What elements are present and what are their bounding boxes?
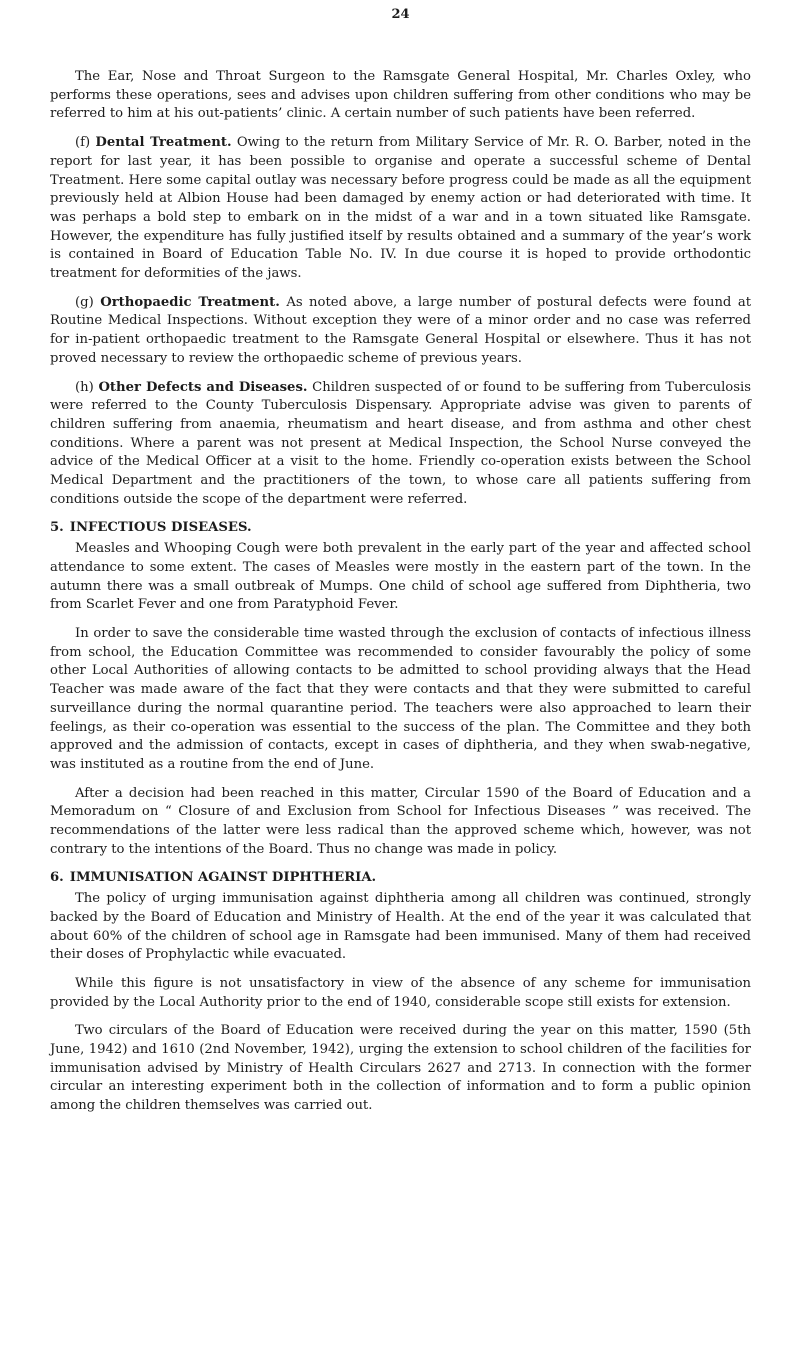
paragraph-immunisation-policy: The policy of urging immunisation against diphtheria among all children was continued, strongly backed by the Board of Education and Ministry of Health. At the end of the year it was calculated that about 60% of the children of school age in Ramsgate had been immunised. Many of them had received their doses of Prophylactic while evacuated.: [50, 891, 751, 963]
paragraph-ent-surgeon: The Ear, Nose and Throat Surgeon to the Ramsgate General Hospital, Mr. Charles Oxley, who performs these operations, sees and advises upon children suffering from other conditions who may be referred to him at his out-patients’ clinic. A certain number of such patients have been referred.: [50, 69, 751, 122]
section-number-6: 6.: [50, 870, 64, 886]
dental-treatment-heading: Dental Treatment.: [95, 135, 232, 151]
orthopaedic-treatment-text: As noted above, a large number of postural defects were found at Routine Medical Inspections. Without exception they were of a minor order and no case was referred for in-patient orthopaedic treatment to the Ramsgate General Hospital or elsewhere. Thus it has not proved necessary to review the orthopaedic scheme of previous years.: [50, 294, 751, 366]
paragraph-contacts-policy: In order to save the considerable time wasted through the exclusion of contacts of infectious illness from school, the Education Committee was recommended to consider favourably the policy of some other Local Authorities of allowing contacts to be admitted to school providing always that the Head Teacher was made aware of the fact that they were contacts and that they were submitted to careful surveillance during the normal quarantine period. The teachers were also approached to learn their feelings, as their co-operation was essential to the success of the plan. The Committee and they both approved and the admission of contacts, except in cases of diphtheria, and they when swab-negative, was instituted as a routine from the end of June.: [50, 625, 751, 772]
section-heading-immunisation: [50, 869, 751, 888]
page-number: 24: [391, 7, 410, 22]
item-label-g: (g): [75, 294, 94, 310]
paragraph-immunisation-figure: While this figure is not unsatisfactory in view of the absence of any scheme for immunisation provided by the Local Authority prior to the end of 1940, considerable scope still exists for extension.: [50, 975, 751, 1010]
paragraph-other-defects: [50, 379, 751, 510]
section-title-5: INFECTIOUS DISEASES.: [69, 520, 252, 536]
section-number-5: 5.: [50, 520, 64, 536]
other-defects-text: Children suspected of or found to be suffering from Tuberculosis were referred to the County Tuberculosis Dispensary. Appropriate advise was given to parents of children suffering from anaemia, rheumatism and heart disease, and from asthma and other chest conditions. Where a parent was not present at Medical Inspection, the School Nurse conveyed the advice of the Medical Officer at a visit to the home. Friendly co-operation exists between the School Medical Department and the practitioners of the town, to whose care all patients suffering from conditions outside the scope of the department were referred.: [50, 379, 751, 507]
paragraph-immunisation-circulars: Two circulars of the Board of Education were received during the year on this matter, 1590 (5th June, 1942) and 1610 (2nd November, 1942), urging the extension to school children of the facilities for immunisation advised by Ministry of Health Circulars 2627 and 2713. In connection with the former circular an interesting experiment both in the collection of information and to form a public opinion among the children themselves was carried out.: [50, 1023, 751, 1114]
section-heading-infectious-diseases: [50, 519, 751, 538]
paragraph-dental-treatment: [50, 134, 751, 284]
other-defects-heading: Other Defects and Diseases.: [98, 379, 308, 395]
dental-treatment-text: Owing to the return from Military Service of Mr. R. O. Barber, noted in the report for last year, it has been possible to organise and operate a successful scheme of Dental Treatment. Here some capital outlay was necessary before progress could be made as all the equipment previously held at Albion House had been damaged by enemy action or had deteriorated with time. It was perhaps a bold step to embark on in the midst of a war and in a town situated like Ramsgate. However, the expenditure has fully justified itself by results obtained and a summary of the year’s work is contained in Board of Education Table No. IV. In due course it is hoped to provide orthodontic treatment for deformities of the jaws.: [50, 135, 751, 282]
orthopaedic-treatment-heading: Orthopaedic Treatment.: [100, 294, 280, 310]
section-title-6: IMMUNISATION AGAINST DIPHTHERIA.: [69, 870, 377, 886]
paragraph-circular-1590: After a decision had been reached in this matter, Circular 1590 of the Board of Education and a Memoradum on “ Closure of and Exclusion from School for Infectious Diseases ” was received. The recommendations of the latter were less radical than the approved scheme which, however, was not contrary to the intentions of the Board. Thus no change was made in policy.: [50, 785, 751, 857]
item-label-f: (f): [75, 135, 91, 151]
paragraph-measles: Measles and Whooping Cough were both prevalent in the early part of the year and affected school attendance to some extent. The cases of Measles were mostly in the eastern part of the town. In the autumn there was a small outbreak of Mumps. One child of school age suffered from Diphtheria, two from Scarlet Fever and one from Paratyphoid Fever.: [50, 541, 751, 613]
paragraph-orthopaedic-treatment: [50, 294, 751, 369]
item-label-h: (h): [75, 379, 94, 395]
